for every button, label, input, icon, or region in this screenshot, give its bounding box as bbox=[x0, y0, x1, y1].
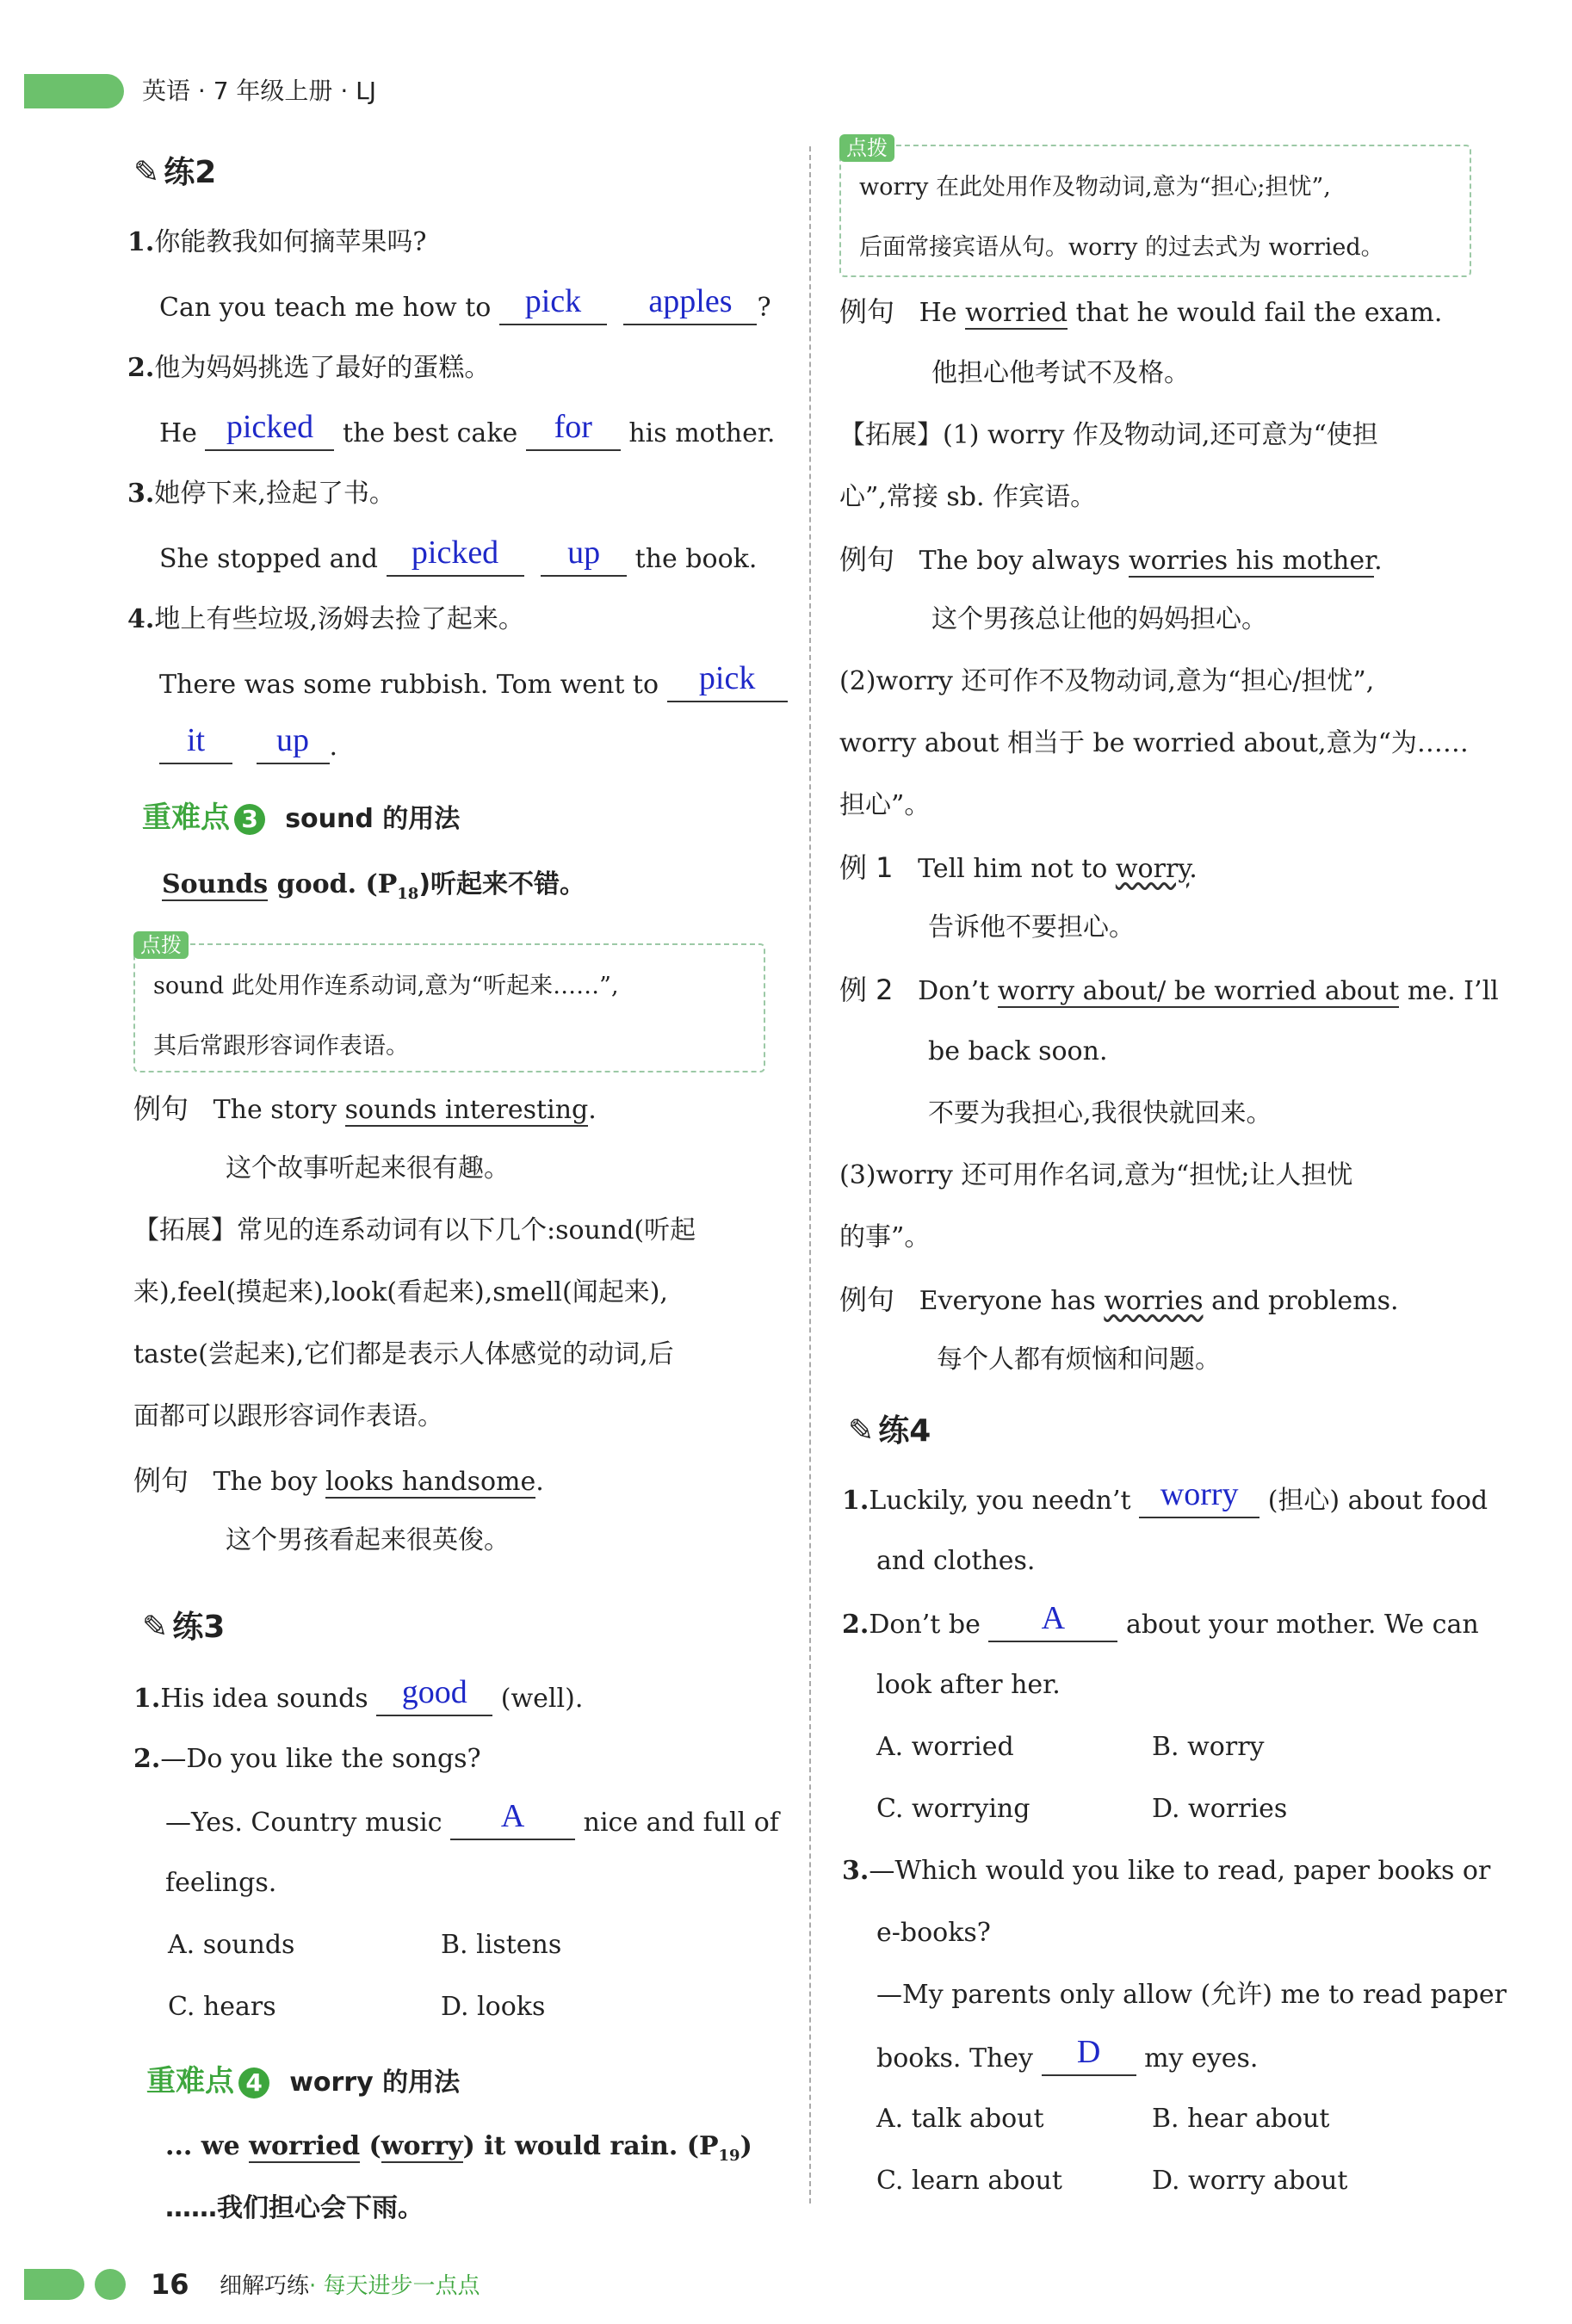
tip-text-2: 其后常跟形容词作表语。 bbox=[153, 1033, 409, 1060]
ex2-q4-cn: 4.地上有些垃圾,汤姆去捡了起来。 bbox=[127, 604, 524, 634]
ex2-q2-en: He picked the best cake for his mother. bbox=[159, 415, 775, 451]
footer-dot bbox=[95, 2269, 126, 2300]
example-translation: 每个人都有烦恼和问题。 bbox=[937, 1344, 1221, 1375]
footer-bar bbox=[24, 2269, 84, 2300]
answer-blank[interactable]: A bbox=[450, 1804, 575, 1840]
number-badge: 3 bbox=[234, 804, 265, 835]
example-translation: 这个男孩看起来很英俊。 bbox=[226, 1525, 510, 1555]
ex2-q4-en-2: it up . bbox=[159, 728, 337, 764]
extension-line-3: taste(尝起来),它们都是表示人体感觉的动词,后 bbox=[133, 1339, 674, 1369]
exercise-3-heading: ✎ 练3 bbox=[142, 1610, 226, 1645]
option-a[interactable]: A. talk about bbox=[876, 2104, 1044, 2134]
example-translation: 告诉他不要担心。 bbox=[928, 912, 1135, 943]
answer-blank[interactable]: apples bbox=[623, 289, 757, 325]
key-point-3-heading: 重难点 3 sound 的用法 bbox=[142, 800, 461, 835]
answer-blank[interactable]: up bbox=[541, 541, 627, 577]
ex2-q1-en: Can you teach me how to pick apples ? bbox=[159, 289, 771, 325]
exercise-2-heading: ✎ 练2 bbox=[133, 155, 217, 190]
example-sentence: 例句 Everyone has worries and problems. bbox=[839, 1283, 1399, 1316]
extension-line-2: 来),feel(摸起来),look(看起来),smell(闻起来), bbox=[133, 1277, 668, 1307]
example-sentence-cont: be back soon. bbox=[928, 1036, 1108, 1066]
ex4-q2: 2.Don’t be A about your mother. We can bbox=[842, 1606, 1479, 1642]
ex4-q3-line1: 3.—Which would you like to read, paper books or bbox=[842, 1856, 1491, 1886]
answer-blank[interactable]: it bbox=[159, 728, 232, 764]
example-translation: 不要为我担心,我很快就回来。 bbox=[928, 1098, 1272, 1128]
ex4-q3-line4: books. They D my eyes. bbox=[876, 2040, 1258, 2076]
tip-tag: 点拨 bbox=[839, 134, 894, 162]
option-a[interactable]: A. worried bbox=[876, 1732, 1014, 1762]
header-title: 英语 · 7 年级上册 · LJ bbox=[142, 77, 376, 105]
tip-tag: 点拨 bbox=[133, 931, 189, 959]
ex3-q2-line1: 2.—Do you like the songs? bbox=[133, 1744, 481, 1774]
extension-line-1: 【拓展】(1) worry 作及物动词,还可意为“使担 bbox=[839, 420, 1378, 450]
example-sentence: 例 1 Tell him not to worry. bbox=[839, 851, 1198, 884]
option-c[interactable]: C. hears bbox=[168, 1992, 276, 2022]
extension-line-4: 面都可以跟形容词作表语。 bbox=[133, 1401, 443, 1431]
answer-blank[interactable]: picked bbox=[205, 415, 334, 451]
option-b[interactable]: B. worry bbox=[1152, 1732, 1265, 1762]
header-bar bbox=[24, 74, 124, 108]
kp4-quote: ... we worried (worry) it would rain. $(P_{19})$ bbox=[165, 2131, 752, 2165]
option-b[interactable]: B. hear about bbox=[1152, 2104, 1330, 2134]
extension-line-1: 【拓展】常见的连系动词有以下几个:sound(听起 bbox=[133, 1215, 696, 1245]
pencil-icon: ✎ bbox=[142, 1610, 169, 1645]
page-number: 16 bbox=[151, 2268, 189, 2301]
extension-line-4: worry about 相当于 be worried about,意为“为…… bbox=[839, 728, 1469, 758]
option-d[interactable]: D. looks bbox=[441, 1992, 546, 2022]
pencil-icon: ✎ bbox=[848, 1413, 875, 1449]
option-d[interactable]: D. worries bbox=[1152, 1794, 1288, 1824]
option-c[interactable]: C. learn about bbox=[876, 2166, 1062, 2196]
example-translation: 这个男孩总让他的妈妈担心。 bbox=[931, 604, 1267, 634]
pencil-icon: ✎ bbox=[133, 155, 160, 190]
ex4-q1: 1.Luckily, you needn’t worry (担心) about food bbox=[842, 1482, 1488, 1518]
ex3-q2-line2: —Yes. Country music A nice and full of bbox=[165, 1804, 779, 1840]
answer-blank[interactable]: worry bbox=[1139, 1482, 1259, 1518]
kp3-quote: Sounds good. $(P_{18})$听起来不错。 bbox=[162, 869, 586, 903]
extension-line-5: 担心”。 bbox=[839, 790, 931, 820]
option-c[interactable]: C. worrying bbox=[876, 1794, 1030, 1824]
option-a[interactable]: A. sounds bbox=[168, 1930, 295, 1960]
extension-line-6: (3)worry 还可用作名词,意为“担忧;让人担忧 bbox=[839, 1160, 1353, 1190]
example-sentence: 例句 The boy always worries his mother. bbox=[839, 543, 1383, 576]
tip-text-1: sound 此处用作连系动词,意为“听起来……”, bbox=[153, 973, 619, 999]
example-sentence: 例句 He worried that he would fail the exam. bbox=[839, 295, 1443, 328]
ex4-q1-line2: and clothes. bbox=[876, 1546, 1036, 1576]
ex4-q3-line2: e-books? bbox=[876, 1918, 991, 1948]
example-translation: 他担心他考试不及格。 bbox=[931, 358, 1190, 388]
key-point-4-heading: 重难点 4 worry 的用法 bbox=[146, 2064, 461, 2098]
ex2-q3-en: She stopped and picked up the book. bbox=[159, 541, 757, 577]
kp4-quote-cn: ……我们担心会下雨。 bbox=[165, 2193, 424, 2223]
answer-blank[interactable]: good bbox=[376, 1680, 492, 1716]
ex2-q2-cn: 2.他为妈妈挑选了最好的蛋糕。 bbox=[127, 353, 491, 383]
extension-line-3: (2)worry 还可作不及物动词,意为“担心/担忧”, bbox=[839, 666, 1375, 696]
extension-line-7: 的事”。 bbox=[839, 1222, 931, 1252]
ex2-q4-en: There was some rubbish. Tom went to pick bbox=[159, 666, 788, 702]
ex3-q2-line3: feelings. bbox=[165, 1868, 277, 1898]
tip-text-1: worry 在此处用作及物动词,意为“担心;担忧”, bbox=[859, 174, 1331, 201]
answer-blank[interactable]: pick bbox=[667, 666, 788, 702]
extension-line-2: 心”,常接 sb. 作宾语。 bbox=[839, 482, 1097, 512]
answer-blank[interactable]: up bbox=[257, 728, 330, 764]
example-sentence: 例句 The boy looks handsome. bbox=[133, 1464, 544, 1497]
ex2-q1-cn: 1.你能教我如何摘苹果吗? bbox=[127, 227, 427, 257]
footer-brand: 细解巧练· 每天进步一点点 bbox=[220, 2273, 480, 2299]
example-sentence: 例 2 Don’t worry about/ be worried about me. I’ll bbox=[839, 973, 1499, 1006]
number-badge: 4 bbox=[238, 2067, 269, 2098]
answer-blank[interactable]: for bbox=[526, 415, 621, 451]
ex4-q2-line2: look after her. bbox=[876, 1670, 1061, 1700]
example-sentence: 例句 The story sounds interesting. bbox=[133, 1092, 597, 1125]
option-b[interactable]: B. listens bbox=[441, 1930, 562, 1960]
ex3-q1: 1.His idea sounds good (well). bbox=[133, 1680, 583, 1716]
ex2-q3-cn: 3.她停下来,捡起了书。 bbox=[127, 479, 395, 509]
answer-blank[interactable]: D bbox=[1042, 2040, 1136, 2076]
option-d[interactable]: D. worry about bbox=[1152, 2166, 1348, 2196]
tip-text-2: 后面常接宾语从句。worry 的过去式为 worried。 bbox=[859, 234, 1384, 261]
answer-blank[interactable]: A bbox=[988, 1606, 1117, 1642]
example-translation: 这个故事听起来很有趣。 bbox=[226, 1153, 510, 1184]
exercise-4-heading: ✎ 练4 bbox=[848, 1413, 931, 1449]
ex4-q3-line3: —My parents only allow (允许) me to read paper bbox=[876, 1980, 1507, 2010]
column-divider bbox=[809, 146, 811, 2203]
answer-blank[interactable]: pick bbox=[499, 289, 607, 325]
answer-blank[interactable]: picked bbox=[387, 541, 524, 577]
